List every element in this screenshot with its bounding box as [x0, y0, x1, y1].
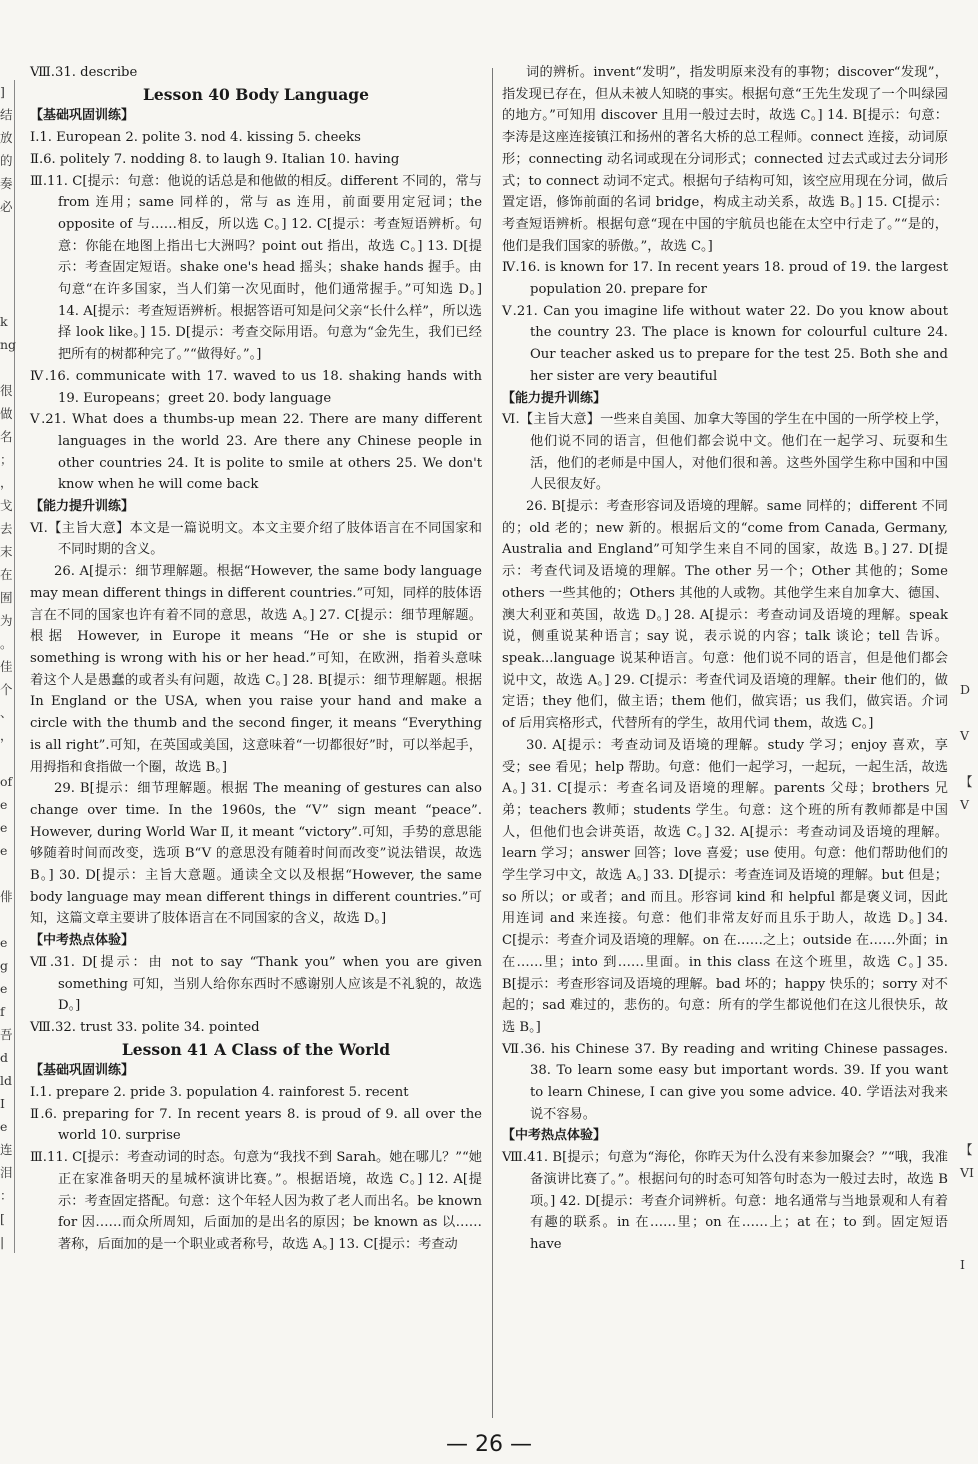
bleed-glyph [0, 287, 12, 310]
bleed-glyph [960, 471, 978, 494]
bleed-glyph: ， [0, 728, 13, 743]
bleed-glyph: ， [0, 475, 13, 490]
bleed-glyph: 【 [960, 774, 973, 789]
bleed-glyph [960, 1184, 978, 1207]
bleed-glyph [960, 908, 978, 931]
bleed-glyph [960, 563, 978, 586]
lesson-title: Lesson 41 A Class of the World [121, 1039, 391, 1059]
bleed-glyph [960, 448, 978, 471]
bleed-glyph: d [0, 1050, 9, 1065]
bleed-glyph [960, 241, 978, 264]
bleed-glyph: 、 [0, 705, 13, 720]
page-number: — 26 — [446, 1432, 532, 1457]
bleed-glyph [960, 517, 978, 540]
bleed-glyph: e [0, 797, 8, 812]
bleed-glyph: 泪 [0, 1165, 13, 1180]
bleed-glyph: g [0, 958, 9, 973]
bleed-glyph: VI [960, 1165, 974, 1180]
answer-paragraph: Ⅱ.6. politely 7. nodding 8. to laugh 9. Italian 10. having [30, 151, 400, 167]
answer-paragraph: Ⅷ.32. trust 33. polite 34. pointed [30, 1019, 260, 1035]
bleed-glyph [960, 747, 978, 770]
bleed-glyph [960, 494, 978, 517]
bleed-glyph: 吾 [0, 1027, 13, 1042]
bleed-glyph: of [0, 774, 13, 789]
right-answer-column [502, 62, 948, 1256]
bleed-glyph [960, 80, 978, 103]
bleed-glyph: 戈 [0, 498, 13, 513]
bleed-glyph [960, 1069, 978, 1092]
answer-paragraph: 30. A[提示：考查动词及语境的理解。study 学习；enjoy 喜欢，享受；see 看见；help 帮助。句意：他们一起学习，一起玩，一起生活，故选 A。] 31. C[提示：考查名词及语境的理解。parents 父母；brothers 兄弟；teachers 教师；students 学生。句意：这个班的所有教师都是中国人，但他们也会讲英语，故选 C。] 32. A[提示：考查动词及语境的理解。learn 学习；answer 回答；love 喜爱；use 使用。句意：他们帮助他们的学生学习中文，故选 A。] 33. D[提示：考查连词及语境的理解。but 但是；so 所以；or 或者；and 而且。形容词 kind 和 helpful 都是褒义词，因此用连词 and 来连接。句意：他们非常友好而且乐于助人，故选 D。] 34. C[提示：考查介词及语境的理解。on 在……之上；outside 在……外面；in 在……里；into 到……里面。in this class 在这个班里，故选 C。] 35. B[提示：考查形容词及语境的理解。bad 坏的；happy 快乐的；sorry 对不起的；sad 难过的，悲伤的。句意：所有的学生都说他们在这儿很快乐，故选 B。] [502, 737, 948, 1035]
bleed-glyph: 为 [0, 613, 13, 628]
bleed-glyph: e [0, 981, 8, 996]
bleed-glyph [960, 655, 978, 678]
bleed-glyph: [ [0, 1211, 5, 1226]
answer-paragraph: Ⅱ.6. preparing for 7. In recent years 8. is proud of 9. all over the world 10. surprise [30, 1106, 482, 1144]
bleed-glyph [960, 287, 978, 310]
bleed-glyph: ] [0, 84, 5, 99]
section-heading: 【中考热点体验】 [502, 1128, 607, 1144]
answer-paragraph: Ⅷ.41. B[提示；句意为“海伦，你昨天为什么没有来参加聚会？”“哦，我准备演讲比赛了。”。根据问句的时态可知答句时态为一般过去时，故选 B 项。] 42. D[提示：考查介词辨析。句意：地名通常与当地景观和人有着有趣的联系。in 在……里；on 在……上；at 在；to 到。固定短语 have [502, 1150, 948, 1252]
answer-paragraph: Ⅳ.16. is known for 17. In recent years 18. proud of 19. the largest population 20. prepare for [502, 260, 948, 298]
bleed-glyph [960, 149, 978, 172]
bleed-glyph [960, 954, 978, 977]
bleed-glyph: e [0, 820, 8, 835]
bleed-glyph: 做 [0, 406, 13, 421]
bleed-glyph [960, 586, 978, 609]
bleed-glyph [960, 172, 978, 195]
bleed-glyph [960, 977, 978, 1000]
bleed-glyph [960, 862, 978, 885]
answer-paragraph: 词的辨析。invent“发明”，指发明原来没有的事物；discover“发现”，指发现已存在，但从未被人知晓的事实。根据句意“王先生发现了一个叫绿园的地方。”可知用 discover 且用一般过去时，故选 C。] 14. B[提示：句意：李涛是这座连接镇江和扬州的著名大桥的总工程师。connect 连接，动词原形；connecting 动名词或现在分词形式；connected 过去式或过去分词形式；to connect 动词不定式。根据句子结构可知，该空应用现在分词，做后置定语，修饰前面的名词 bridge，构成主动关系，故选 B。] 15. C[提示：考查短语辨析。根据句意“现在中国的宇航员也能在太空中行走了。”“是的，他们是我们国家的骄傲。”，故选 C。] [502, 65, 948, 254]
bleed-glyph: k [0, 314, 8, 329]
answer-paragraph: Ⅲ.11. C[提示：句意：他说的话总是和他做的相反。different 不同的，常与 from 连用；same 同样的，常与 as 连用，前面要用定冠词；the opposite of 与……相反，所以选 C。] 12. C[提示：考查短语辨析。句意：你能在地图上指出七大洲吗？point out 指出，故选 C。] 13. D[提示：考查固定短语。shake one's head 摇头；shake hands 握手。由句意“在许多国家，当人们第一次见面时，他们通常握手。”可知选 D。] 14. A[提示：考查短语辨析。根据答语可知是问父亲“长什么样”，所以选择 look like。] 15. D[提示：考查交际用语。句意为“金先生，我们已经把所有的树都种完了。”“做得好。”。] [30, 173, 482, 363]
bleed-glyph: 的 [0, 153, 13, 168]
bleed-glyph [960, 931, 978, 954]
bleed-glyph [960, 1207, 978, 1230]
bleed-glyph: 。 [0, 636, 13, 651]
answer-paragraph: Ⅷ.31. describe [30, 65, 138, 80]
bleed-glyph [960, 379, 978, 402]
bleed-glyph: ； [0, 452, 13, 467]
bleed-glyph [960, 1230, 978, 1253]
bleed-glyph: e [0, 843, 8, 858]
bleed-glyph [960, 310, 978, 333]
bleed-glyph [960, 195, 978, 218]
bleed-glyph [960, 356, 978, 379]
bleed-glyph: 去 [0, 521, 13, 536]
bleed-glyph [0, 264, 12, 287]
bleed-glyph [960, 333, 978, 356]
bleed-glyph: f [0, 1004, 5, 1019]
bleed-glyph: I [0, 1096, 5, 1111]
answer-paragraph: 29. B[提示：细节理解题。根据 The meaning of gestures can also change over time. In the 1960s, the “V” sign meant “peace”. However, during World War Ⅱ, it meant “victory”.可知，手势的意思能够随着时间而改变，选项 B“V 的意思没有随着时间而改变”说法错误，故选 B。] 30. D[提示：主旨大意题。通读全文以及根据“However, the same body language may mean different things in different countries.”可知，这篇文章主要讲了肢体语言在不同国家的含义，故选 D。] [30, 781, 482, 927]
bleed-glyph: ng [0, 337, 17, 352]
bleed-glyph: 俳 [0, 889, 13, 904]
answer-paragraph: Ⅶ.36. his Chinese 37. By reading and writing Chinese passages. 38. To learn some easy but important words. 39. If you want to learn Chinese, I can give you some advice. 40. 学语法对我来说不容易。 [502, 1041, 948, 1122]
bleed-glyph [960, 103, 978, 126]
section-heading: 【能力提升训练】 [30, 499, 135, 515]
bleed-glyph: I [960, 1257, 965, 1272]
bleed-glyph: 奏 [0, 176, 13, 191]
bleed-glyph: 【 [960, 1142, 973, 1157]
section-heading: 【基础巩固训练】 [30, 1063, 135, 1079]
bleed-glyph [0, 241, 12, 264]
bleed-glyph [0, 747, 12, 770]
bleed-glyph [960, 816, 978, 839]
bleed-glyph: 在 [0, 567, 13, 582]
column-divider [492, 68, 493, 1418]
bleed-glyph: 很 [0, 383, 13, 398]
section-heading: 【能力提升训练】 [502, 390, 607, 406]
answer-paragraph: 26. A[提示：细节理解题。根据“However, the same body language may mean different things in different countries.”可知，同样的肢体语言在不同的国家也许有着不同的意思，故选 A。] 27. C[提示：细节理解题。根据 However, in Europe it means “He or she is stupid or something is wrong with his or her head.”可知，在欧洲，指着头意味着这个人是愚蠢的或者头有问题，故选 C。] 28. B[提示：细节理解题。根据 In England or the USA, when you raise your hand and make a circle with the thumb and the second finger, it means “Everything is all right”.可知，在英国或美国，这意味着“一切都很好”时，可以举起手，用拇指和食指做一个圈，故选 B。] [30, 564, 482, 775]
answer-paragraph: Ⅴ.21. Can you imagine life without water 22. Do you know about the country 23. The place is known for colourful culture 24. Our teacher asked us to prepare for the test 25. Both she and her sister are very beautiful [502, 303, 948, 384]
bleed-glyph: 末 [0, 544, 13, 559]
bleed-glyph: e [0, 935, 8, 950]
bleed-glyph: 个 [0, 682, 13, 697]
answer-paragraph: Ⅵ.【主旨大意】一些来自美国、加拿大等国的学生在中国的一所学校上学，他们说不同的语言，但他们都会说中文。他们在一起学习、玩耍和生活，他们的老师是中国人，对他们很和善。这些外国学生称中国和中国人民很友好。 [502, 412, 948, 493]
right-margin-bleed [960, 80, 978, 1276]
bleed-glyph [960, 609, 978, 632]
bleed-glyph [960, 1115, 978, 1138]
bleed-glyph [0, 218, 12, 241]
bleed-glyph [960, 264, 978, 287]
bleed-glyph [960, 1046, 978, 1069]
bleed-glyph [960, 425, 978, 448]
bleed-glyph [0, 862, 12, 885]
bleed-glyph: 必 [0, 199, 13, 214]
bleed-glyph [960, 540, 978, 563]
answer-paragraph: Ⅰ.1. prepare 2. pride 3. population 4. rainforest 5. recent [30, 1085, 409, 1101]
bleed-glyph [960, 218, 978, 241]
bleed-glyph: 囿 [0, 590, 13, 605]
answer-paragraph: Ⅶ.31. D[提示：由 not to say “Thank you” when you are given something 可知，当别人给你东西时不感谢别人应该是不礼貌的，故选 D。] [30, 954, 482, 1014]
bleed-glyph [960, 701, 978, 724]
bleed-glyph [960, 885, 978, 908]
bleed-glyph: D [960, 682, 971, 697]
bleed-glyph: ld [0, 1073, 12, 1088]
left-answer-column [30, 62, 482, 1256]
bleed-glyph [960, 839, 978, 862]
section-heading: 【基础巩固训练】 [30, 108, 135, 124]
bleed-glyph: 放 [0, 130, 13, 145]
bleed-glyph: V [960, 797, 970, 812]
answer-paragraph: Ⅴ.21. What does a thumbs-up mean 22. There are many different languages in the world 23. Are there any Chinese people in other countries 24. It is polite to smile at others 25. We don't know when he will come back [30, 412, 482, 493]
lesson-title: Lesson 40 Body Language [143, 84, 369, 104]
bleed-glyph: V [960, 728, 970, 743]
bleed-glyph [960, 1092, 978, 1115]
bleed-glyph [960, 1023, 978, 1046]
bleed-glyph: 名 [0, 429, 13, 444]
bleed-glyph: | [0, 1234, 5, 1249]
section-heading: 【中考热点体验】 [30, 933, 135, 949]
bleed-glyph: 结 [0, 107, 13, 122]
bleed-glyph: e [0, 1119, 8, 1134]
answer-paragraph: 26. B[提示：考查形容词及语境的理解。same 同样的；different 不同的；old 老的；new 新的。根据后文的“come from Canada, Germany, Australia and England”可知学生来自不同的国家，故选 B。] 27. D[提示：考查代词及语境的理解。The other 另一个；Other 其他的；Some others 一些其他的；Others 其他的人或物。其他学生来自加拿大、德国、澳大利亚和英国，故选 D。] 28. A[提示：考查动词及语境的理解。speak 说，侧重说某种语言；say 说，表示说的内容；talk 谈论；tell 告诉。speak...language 说某种语言。句意：他们说不同的语言，但是他们都会说中文，故选 A。] 29. C[提示：考查代词及语境的理解。their 他们的，做定语；they 他们，做主语；them 他们，做宾语；us 我们，做宾语。介词 of 后用宾格形式，代替所有的学生，故用代词 them，故选 C。] [502, 499, 948, 732]
left-margin-bleed [0, 80, 15, 1253]
bleed-glyph [960, 1000, 978, 1023]
bleed-glyph [960, 402, 978, 425]
bleed-glyph [960, 632, 978, 655]
bleed-glyph [0, 356, 12, 379]
answer-paragraph: Ⅲ.11. C[提示：考查动词的时态。句意为“我找不到 Sarah。她在哪儿？”“她正在家准备明天的星城杯演讲比赛。”。根据语境，故选 C。] 12. A[提示：考查固定搭配。句意：这个年轻人因为救了老人而出名。be known for 因……而众所周知，后面加的是出名的原因；be known as 以……著称，后面加的是一个职业或者称号，故选 A。] 13. C[提示：考查动 [30, 1150, 482, 1252]
answer-paragraph: Ⅰ.1. European 2. polite 3. nod 4. kissing 5. cheeks [30, 130, 361, 146]
bleed-glyph: 佳 [0, 659, 13, 674]
bleed-glyph [0, 908, 12, 931]
answer-paragraph: Ⅵ.【主旨大意】本文是一篇说明文。本文主要介绍了肢体语言在不同国家和不同时期的含义。 [30, 520, 482, 558]
answer-paragraph: Ⅳ.16. communicate with 17. waved to us 18. shaking hands with 19. Europeans；greet 20. body language [30, 368, 482, 406]
bleed-glyph [960, 126, 978, 149]
bleed-glyph: ： [0, 1188, 13, 1203]
bleed-glyph: 连 [0, 1142, 13, 1157]
